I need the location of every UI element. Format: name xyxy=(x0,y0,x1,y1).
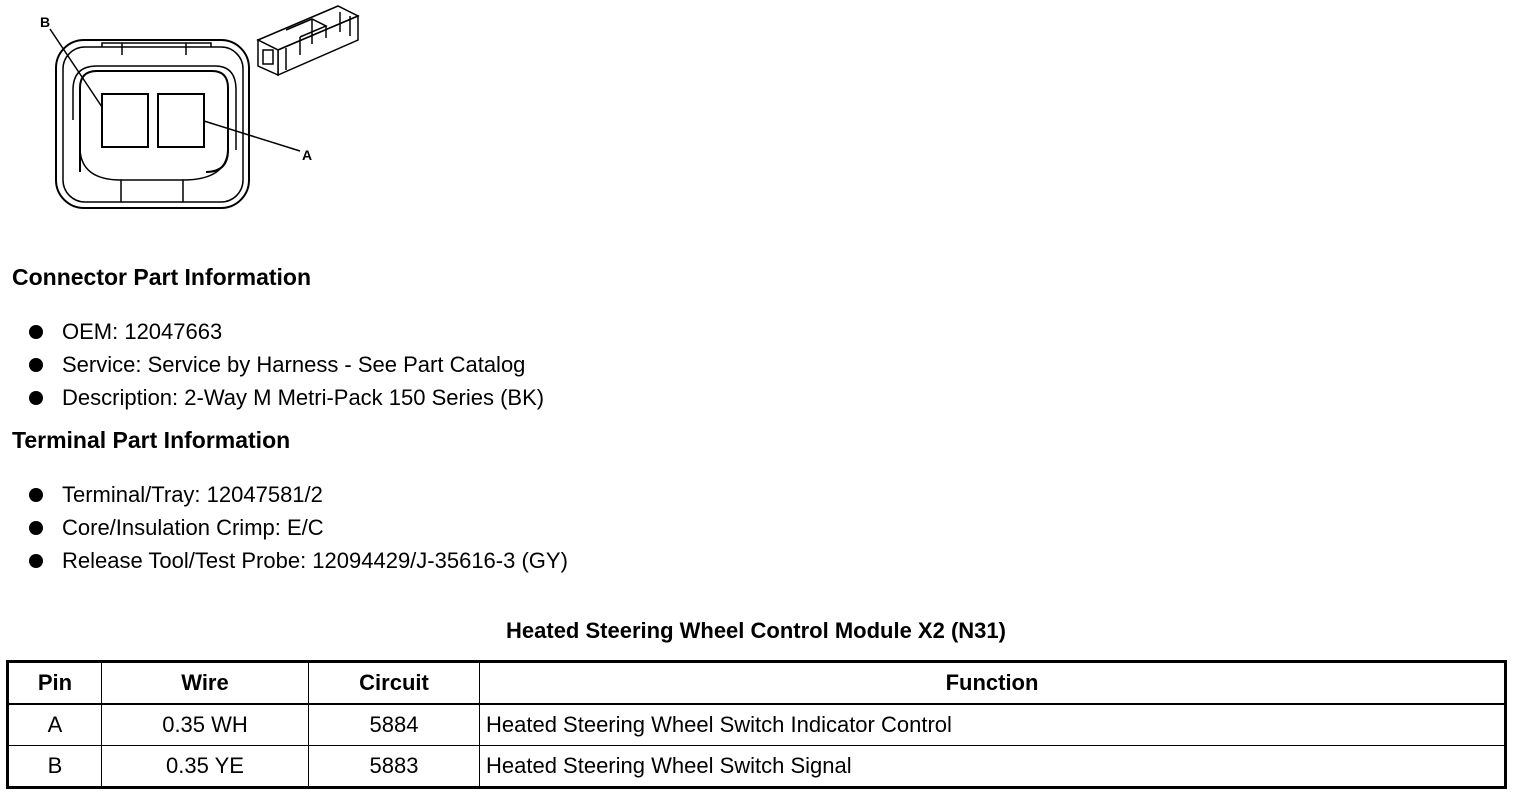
bullet-icon xyxy=(29,358,43,372)
header-circuit: Circuit xyxy=(309,662,480,705)
header-pin: Pin xyxy=(8,662,102,705)
cell-function: Heated Steering Wheel Switch Indicator Control xyxy=(480,704,1506,746)
label-a: A xyxy=(302,147,313,163)
cell-wire: 0.35 YE xyxy=(102,746,309,788)
cavity-b xyxy=(102,94,148,147)
table-row xyxy=(8,746,1506,788)
list-item-text: Terminal/Tray: 12047581/2 xyxy=(62,482,323,507)
connector-part-info-heading: Connector Part Information xyxy=(12,264,312,290)
leader-line-a xyxy=(204,121,300,151)
header-function: Function xyxy=(480,662,1506,705)
bullet-icon xyxy=(29,488,43,502)
bottom-key-curve xyxy=(80,150,121,180)
cell-pin: A xyxy=(8,704,102,746)
table-header-row xyxy=(8,662,1506,705)
list-item-text: Service: Service by Harness - See Part Catalog xyxy=(62,352,526,377)
list-item xyxy=(0,481,568,514)
list-item xyxy=(0,384,544,417)
cell-wire: 0.35 WH xyxy=(102,704,309,746)
label-b: B xyxy=(40,14,51,30)
list-item xyxy=(0,547,568,580)
table-title: Heated Steering Wheel Control Module X2 (N31) xyxy=(506,618,1006,643)
bullet-icon xyxy=(29,391,43,405)
cell-function: Heated Steering Wheel Switch Signal xyxy=(480,746,1506,788)
list-item xyxy=(0,351,544,384)
cell-circuit: 5883 xyxy=(309,746,480,788)
list-item xyxy=(0,514,568,547)
cavity-housing-side xyxy=(73,66,236,150)
table-row xyxy=(8,704,1506,746)
bullet-icon xyxy=(29,554,43,568)
cell-circuit: 5884 xyxy=(309,704,480,746)
list-item xyxy=(0,318,544,351)
connector-part-info-list xyxy=(0,318,544,417)
list-item-text: Core/Insulation Crimp: E/C xyxy=(62,515,324,540)
connector-body-outer xyxy=(56,40,249,208)
bullet-icon xyxy=(29,521,43,535)
terminal-part-info-list xyxy=(0,481,568,580)
list-item-text: Description: 2-Way M Metri-Pack 150 Series (BK) xyxy=(62,385,545,410)
cell-pin: B xyxy=(8,746,102,788)
header-wire: Wire xyxy=(102,662,309,705)
connector-diagram xyxy=(0,0,380,225)
bottom-key-curve xyxy=(183,150,228,180)
pinout-table xyxy=(6,660,1507,789)
cavity-a xyxy=(158,94,204,147)
list-item-text: Release Tool/Test Probe: 12094429/J-35616-3 (GY) xyxy=(62,548,568,573)
list-item-text: OEM: 12047663 xyxy=(62,319,223,344)
terminal-part-info-heading: Terminal Part Information xyxy=(12,427,291,453)
bottom-key xyxy=(121,180,183,202)
connector-thumbnail xyxy=(258,6,358,75)
bullet-icon xyxy=(29,325,43,339)
